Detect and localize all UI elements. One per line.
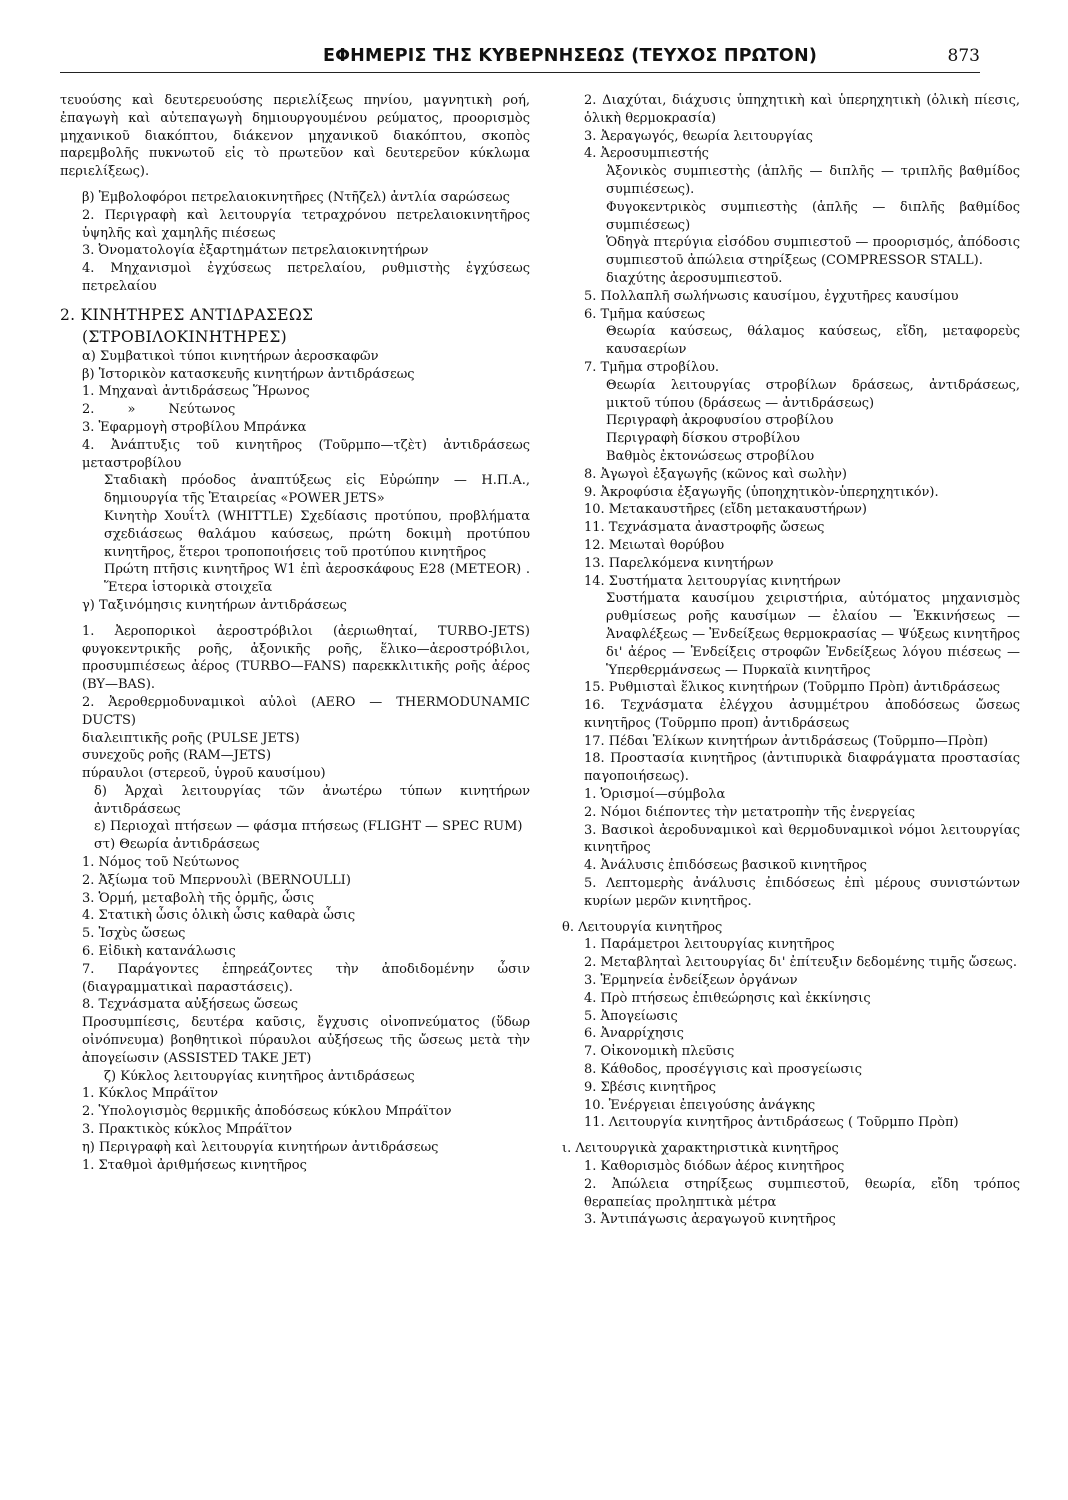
list-item: Θεωρία καύσεως, θάλαμος καύσεως, εἴδη, μεταφορεὺς καυσαερίων <box>606 324 1020 358</box>
list-item: Συστήματα καυσίμου χειριστήρια, αὐτόματος μηχανισμὸς ρυθμίσεως ροῆς καυσίμων — ἐλαίου — Ἐκκινήσεως — Ἀναφλέξεως — Ἐνδείξεως θερμοκρασίας — Ψύξεως κινητῆρος δι' ἀέρος — Ἐνδείξεις στροφῶν Ἐνδείξεως λόγου πιέσεως — Ὑπερθερμάνσεως — Πυρκαϊὰ κινητῆρος <box>606 591 1020 678</box>
list-item: 6. Εἰδικὴ κατανάλωσις <box>82 944 236 960</box>
list-item: 2. Ἀεροθερμοδυναμικοὶ αὐλοὶ (AERO — THERMODUNAMIC DUCTS) <box>82 694 530 728</box>
page-header <box>60 44 980 78</box>
list-item: 1. Ὁρισμοί—σύμβολα <box>584 787 726 803</box>
list-item: πύραυλοι (στερεοῦ, ὑγροῦ καυσίμου) <box>82 766 326 782</box>
list-item: 5. Λεπτομερὴς ἀνάλυσις ἐπιδόσεως ἐπὶ μέρους συνιστώντων κυρίων μερῶν κινητῆρος. <box>584 876 1020 909</box>
list-item: διαλειπτικῆς ροῆς (PULSE JETS) <box>82 730 300 746</box>
list-item: 3. Ἀντιπάγωσις ἀεραγωγοῦ κινητῆρος <box>584 1212 836 1228</box>
list-item: 18. Προστασία κινητῆρος (ἀντιπυρικὰ διαφράγματα προστασίας παγοποιήσεως). <box>584 751 1020 785</box>
list-item: 11. Λειτουργία κινητῆρος ἀντιδράσεως ( Τοῦρμπο Πρὸπ) <box>584 1115 959 1131</box>
list-item: δ) Ἀρχαὶ λειτουργίας τῶν ἀνωτέρω τύπων κινητήρων ἀντιδράσεως <box>94 783 530 817</box>
list-item: 2. Ἀξίωμα τοῦ Μπερνουλὶ (BERNOULLI) <box>82 872 351 888</box>
list-item: συνεχοῦς ροῆς (RAM—JETS) <box>82 748 272 764</box>
list-item: Περιγραφὴ δίσκου στροβίλου <box>606 431 800 447</box>
list-item: 2. Διαχύται, διάχυσις ὑπηχητικὴ καὶ ὑπερηχητικὴ (ὁλικὴ πίεσις, ὁλικὴ θερμοκρασία) <box>584 93 1020 126</box>
list-item: 7. Παράγοντες ἐπηρεάζοντες τὴν ἀποδιδομένην ὦσιν (διαγραμματικαὶ παραστάσεις). <box>82 961 530 995</box>
list-item: 4. Πρὸ πτήσεως ἐπιθεώρησις καὶ ἐκκίνησις <box>584 990 871 1006</box>
list-item: 1. Παράμετροι λειτουργίας κινητῆρος <box>584 937 835 953</box>
paragraph: τευούσης καὶ δευτερευούσης περιελίξεως πηνίου, μαγνητικὴ ροή, ἐπαγωγὴ καὶ αὐτεπαγωγὴ δημιουργουμένου ρεύματος, προορισμὸς μηχανικοῦ διακόπτου, διάκενον μηχανικοῦ διακόπτου, σκοπὸς παρεμβολῆς πυκνωτοῦ εἰς τὸ πρωτεῦον καὶ δευτερεῦον κύκλωμα περιελίξεως). <box>60 93 530 180</box>
list-item: 11. Τεχνάσματα ἀναστροφῆς ὤσεως <box>584 520 825 536</box>
list-item: α) Συμβατικοὶ τύποι κινητήρων ἀεροσκαφῶν <box>82 348 379 364</box>
list-item: 9. Ἀκροφύσια ἐξαγωγῆς (ὑποηχητικὸν-ὑπερηχητικόν). <box>584 484 939 500</box>
list-item: 6. Τμῆμα καύσεως <box>584 306 706 322</box>
list-item: 3. Ὁρμή, μεταβολὴ τῆς ὁρμῆς, ὦσις <box>82 890 315 906</box>
right-column <box>562 92 1020 1229</box>
list-item: 1. Ἀεροπορικοὶ ἀεροστρόβιλοι (ἀεριωθηταί, TURBO-JETS) φυγοκεντρικῆς ροῆς, ἀξονικῆς ροῆς, ἕλικο—ἀεροστρόβιλοι, προσυμπιέσεως ἀέρος (TURBO—FANS) παρεκκλιτικῆς ροῆς ἀέρος (BY—BAS). <box>82 623 530 693</box>
list-item: 15. Ρυθμισταὶ ἕλικος κινητήρων (Τοῦρμπο Πρὸπ) ἀντιδράσεως <box>584 680 1001 696</box>
list-item: Περιγραφὴ ἀκροφυσίου στροβίλου <box>606 413 834 429</box>
list-item: διαχύτης ἀεροσυμπιεστοῦ. <box>606 270 783 286</box>
page-title: ΕΦΗΜΕΡΙΣ ΤΗΣ ΚΥΒΕΡΝΗΣΕΩΣ (ΤΕΥΧΟΣ ΠΡΩΤΟΝ) <box>322 46 818 66</box>
section-heading: θ. Λειτουργία κινητῆρος <box>562 919 723 935</box>
list-item: η) Περιγραφὴ καὶ λειτουργία κινητήρων ἀντιδράσεως <box>82 1139 439 1155</box>
list-item: 16. Τεχνάσματα ἐλέγχου ἀσυμμέτρου ἀποδόσεως ὤσεως κινητῆρος (Τοῦρμπο προπ) ἀντιδράσεως <box>584 698 1020 731</box>
list-item: 4. Ἀεροσυμπιεστής <box>584 146 709 162</box>
list-item: 6. Ἀναρρίχησις <box>584 1026 684 1042</box>
list-item: 2. Ἀπώλεια στηρίξεως συμπιεστοῦ, θεωρία, εἴδη τρόπος θεραπείας προληπτικὰ μέτρα <box>584 1176 1020 1210</box>
list-item: 3. Ἀεραγωγός, θεωρία λειτουργίας <box>584 128 813 144</box>
list-item: 1. Κύκλος Μπράϊτον <box>82 1086 219 1102</box>
list-item: 2. Νόμοι διέποντες τὴν μετατροπὴν τῆς ἐνεργείας <box>584 804 916 820</box>
list-item: στ) Θεωρία ἀντιδράσεως <box>94 837 260 853</box>
list-item: 3. Ἑρμηνεία ἐνδείξεων ὀργάνων <box>584 973 798 989</box>
section-heading: (ΣΤΡΟΒΙΛΟΚΙΝΗΤΗΡΕΣ) <box>82 327 287 346</box>
list-item: 17. Πέδαι Ἑλίκων κινητήρων ἀντιδράσεως (Τοῦρμπο—Πρὸπ) <box>584 733 989 749</box>
list-item: ζ) Κύκλος λειτουργίας κινητῆρος ἀντιδράσεως <box>104 1068 415 1084</box>
list-item: Πρώτη πτῆσις κινητῆρος W1 ἐπὶ ἀεροσκάφους E28 (METEOR) . Ἕτερα ἱστορικὰ στοιχεῖα <box>104 562 530 596</box>
list-item: 5. Ἀπογείωσις <box>584 1008 678 1024</box>
list-item: 10. Ἐνέργειαι ἐπειγούσης ἀνάγκης <box>584 1097 816 1113</box>
list-item: Φυγοκεντρικὸς συμπιεστὴς (ἁπλῆς — διπλῆς βαθμίδος συμπιέσεως) <box>606 199 1020 233</box>
list-item: 1. Σταθμοὶ ἀριθμήσεως κινητῆρος <box>82 1157 307 1173</box>
list-item: 1. Νόμος τοῦ Νεύτωνος <box>82 855 240 871</box>
list-item: γ) Ταξινόμησις κινητήρων ἀντιδράσεως <box>82 597 347 613</box>
list-item: 1. Καθορισμὸς διόδων ἀέρος κινητῆρος <box>584 1159 845 1175</box>
list-item: β) Ἐμβολοφόροι πετρελαιοκινητῆρες (Ντῆζελ) ἀντλία σαρώσεως <box>82 189 510 205</box>
list-item: 12. Μειωταὶ θορύβου <box>584 537 725 553</box>
list-item: 2. » Νεύτωνος <box>82 402 236 418</box>
list-item: 13. Παρελκόμενα κινητήρων <box>584 555 774 571</box>
list-item: 2. Ὑπολογισμὸς θερμικῆς ἀποδόσεως κύκλου Μπράϊτον <box>82 1104 452 1120</box>
list-item: 10. Μετακαυστῆρες (εἴδη μετακαυστήρων) <box>584 502 867 518</box>
list-item: Βαθμὸς ἐκτονώσεως στροβίλου <box>606 448 815 464</box>
list-item: 4. Ἀνάπτυξις τοῦ κινητῆρος (Τοῦρμπο—τζὲτ) ἀντιδράσεως μεταστροβίλου <box>82 437 530 471</box>
list-item: 3. Πρακτικὸς κύκλος Μπράϊτον <box>82 1122 292 1138</box>
list-item: 14. Συστήματα λειτουργίας κινητήρων <box>584 573 841 589</box>
list-item: Ἀξονικὸς συμπιεστὴς (ἁπλῆς — διπλῆς — τριπλῆς βαθμίδος συμπιέσεως). <box>606 164 1020 197</box>
list-item: 9. Σβέσις κινητῆρος <box>584 1079 717 1095</box>
left-column <box>60 92 530 1174</box>
list-item: 5. Πολλαπλῆ σωλήνωσις καυσίμου, ἐγχυτῆρες καυσίμου <box>584 288 959 304</box>
list-item: 8. Κάθοδος, προσέγγισις καὶ προσγείωσις <box>584 1062 862 1078</box>
list-item: ε) Περιοχαὶ πτήσεων — φάσμα πτήσεως (FLIGHT — SPEC RUM) <box>94 819 523 835</box>
list-item: 3. Ὀνοματολογία ἐξαρτημάτων πετρελαιοκινητήρων <box>82 243 429 259</box>
list-item: Κινητὴρ Χουΐτλ (WHITTLE) Σχεδίασις προτύπου, προβλήματα σχεδιάσεως θαλάμου καύσεως, πρώτη δοκιμὴ προτύπου κινητῆρος, ἕτεροι τροποποιήσεις τοῦ προτύπου κινητῆρος <box>104 508 530 560</box>
list-item: 4. Στατικὴ ὦσις ὁλικὴ ὦσις καθαρὰ ὦσις <box>82 908 356 924</box>
list-item: 1. Μηχαναὶ ἀντιδράσεως Ἥρωνος <box>82 384 310 400</box>
list-item: 2. Περιγραφὴ καὶ λειτουργία τετραχρόνου πετρελαιοκινητῆρος ὑψηλῆς καὶ χαμηλῆς πιέσεως <box>82 207 530 241</box>
list-item: Ὁδηγὰ πτερύγια εἰσόδου συμπιεστοῦ — προορισμός, ἀπόδοσις συμπιεστοῦ ἀπώλεια στηρίξεως (COMPRESSOR STALL). <box>606 235 1020 269</box>
list-item: Προσυμπίεσις, δευτέρα καῦσις, ἔγχυσις οἰνοπνεύματος (ὕδωρ οἰνόπνευμα) βοηθητικοὶ πύραυλοι αὐξήσεως τῆς ὤσεως μετὰ τὴν ἀπογείωσιν (ASSISTED TAKE JET) <box>82 1015 530 1066</box>
page-number: 873 <box>947 46 980 66</box>
list-item: Σταδιακὴ πρόοδος ἀναπτύξεως εἰς Εὐρώπην — Η.Π.Α., δημιουργία τῆς Ἑταιρείας «POWER JETS» <box>104 473 530 507</box>
list-item: 5. Ἰσχὺς ὤσεως <box>82 926 186 942</box>
list-item: 7. Οἰκονομικὴ πλεῦσις <box>584 1044 735 1060</box>
list-item: 7. Τμῆμα στροβίλου. <box>584 359 720 375</box>
header-rule <box>60 72 980 73</box>
list-item: 4. Μηχανισμοὶ ἐγχύσεως πετρελαίου, ρυθμιστὴς ἐγχύσεως πετρελαίου <box>82 261 530 294</box>
list-item: 8. Τεχνάσματα αὐξήσεως ὤσεως <box>82 997 299 1013</box>
section-heading: 2. ΚΙΝΗΤΗΡΕΣ ΑΝΤΙΔΡΑΣΕΩΣ <box>60 305 314 324</box>
list-item: 3. Βασικοὶ ἀεροδυναμικοὶ καὶ θερμοδυναμικοὶ νόμοι λειτουργίας κινητῆρος <box>584 822 1020 856</box>
list-item: 4. Ἀνάλυσις ἐπιδόσεως βασικοῦ κινητῆρος <box>584 858 867 874</box>
section-heading: ι. Λειτουργικὰ χαρακτηριστικὰ κινητῆρος <box>562 1141 839 1157</box>
list-item: Θεωρία λειτουργίας στροβίλων δράσεως, ἀντιδράσεως, μικτοῦ τύπου (δράσεως — ἀντιδράσεως) <box>606 377 1020 411</box>
list-item: 8. Ἀγωγοὶ ἐξαγωγῆς (κῶνος καὶ σωλὴν) <box>584 466 847 482</box>
list-item: 3. Ἐφαρμογὴ στροβίλου Μπράνκα <box>82 419 307 435</box>
list-item: 2. Μεταβληταὶ λειτουργίας δι' ἐπίτευξιν δεδομένης τιμῆς ὤσεως. <box>584 955 1018 971</box>
list-item: β) Ἱστορικὸν κατασκευῆς κινητήρων ἀντιδράσεως <box>82 366 415 382</box>
